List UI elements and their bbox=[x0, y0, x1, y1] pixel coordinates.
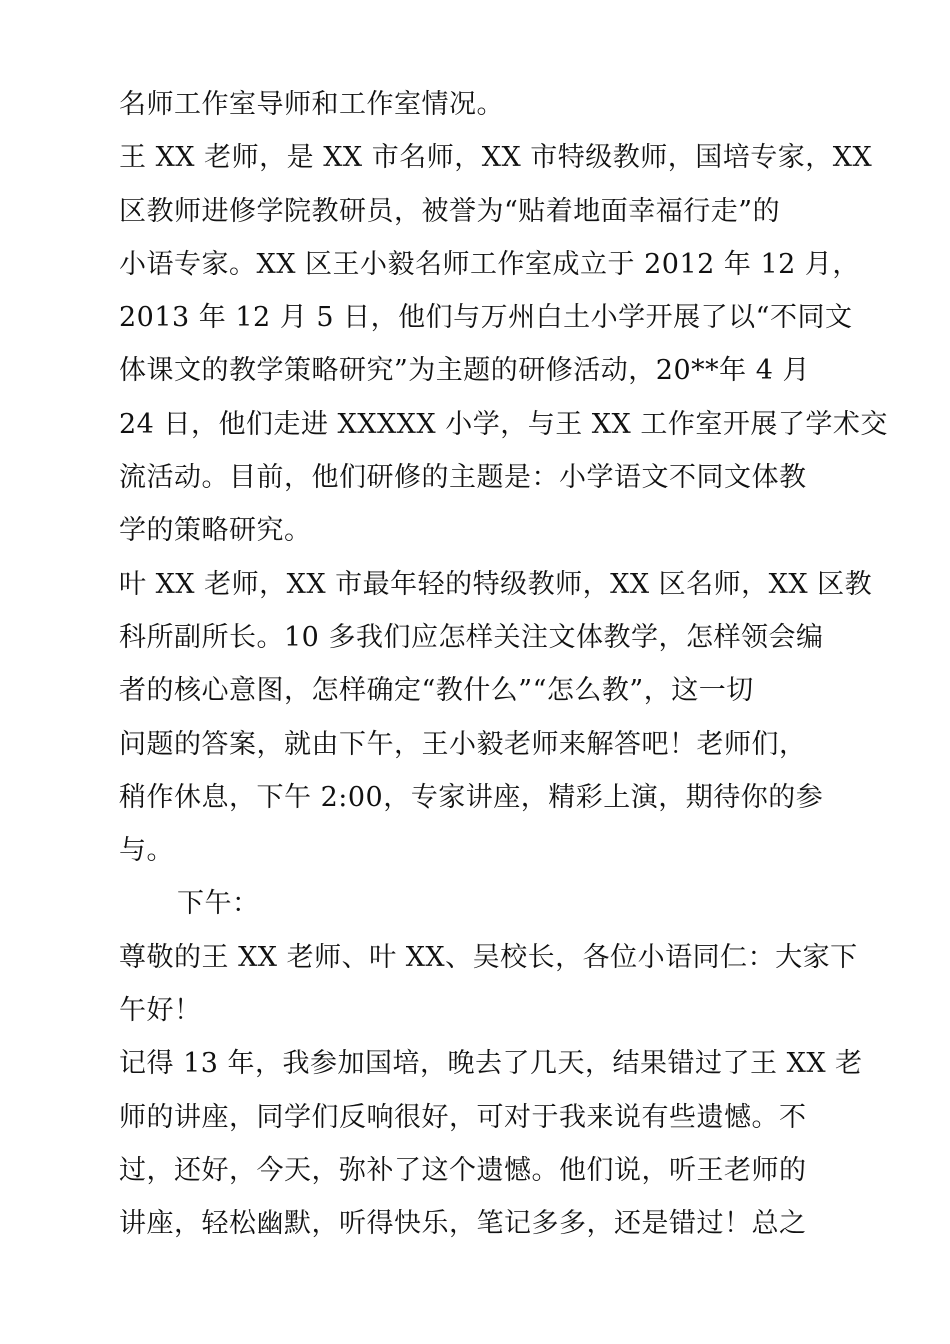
text-line: 2013 年 12 月 5 日，他们与万州白土小学开展了以“不同文 bbox=[119, 302, 853, 334]
text-line: 稍作休息，下午 2:00，专家讲座，精彩上演，期待你的参 bbox=[119, 781, 824, 813]
text-line: 与。 bbox=[119, 835, 174, 867]
text-line: 区教师进修学院教研员，被誉为“贴着地面幸福行走”的 bbox=[119, 195, 781, 227]
text-line: 24 日，他们走进 XXXXX 小学，与王 XX 工作室开展了学术交 bbox=[119, 408, 888, 440]
text-line: 叶 XX 老师，XX 市最年轻的特级教师，XX 区名师，XX 区教 bbox=[119, 568, 873, 600]
body-text bbox=[119, 78, 888, 1251]
text-line: 王 XX 老师，是 XX 市名师，XX 市特级教师，国培专家，XX bbox=[119, 142, 873, 174]
text-line: 小语专家。XX 区王小毅名师工作室成立于 2012 年 12 月， bbox=[119, 248, 860, 280]
text-line: 师的讲座，同学们反响很好，可对于我来说有些遗憾。不 bbox=[119, 1101, 807, 1133]
text-line: 记得 13 年，我参加国培，晚去了几天，结果错过了王 XX 老 bbox=[119, 1048, 863, 1080]
text-line: 学的策略研究。 bbox=[119, 515, 312, 547]
text-line: 午好！ bbox=[119, 995, 202, 1027]
text-line: 尊敬的王 XX 老师、叶 XX、吴校长，各位小语同仁：大家下 bbox=[119, 941, 858, 973]
text-line: 讲座，轻松幽默，听得快乐，笔记多多，还是错过！总之 bbox=[119, 1208, 807, 1240]
text-line: 过，还好，今天，弥补了这个遗憾。他们说，听王老师的 bbox=[119, 1154, 807, 1186]
text-line: 者的核心意图，怎样确定“教什么”“怎么教”，这一切 bbox=[119, 675, 754, 707]
text-line: 体课文的教学策略研究”为主题的研修活动，20**年 4 月 bbox=[119, 355, 811, 387]
text-line: 流活动。目前，他们研修的主题是：小学语文不同文体教 bbox=[119, 462, 807, 494]
section-heading: 下午： bbox=[177, 888, 260, 920]
text-line: 名师工作室导师和工作室情况。 bbox=[119, 89, 504, 120]
text-line: 科所副所长。10 多我们应怎样关注文体教学，怎样领会编 bbox=[119, 621, 824, 653]
text-line: 问题的答案，就由下午，王小毅老师来解答吧！老师们， bbox=[119, 728, 807, 760]
